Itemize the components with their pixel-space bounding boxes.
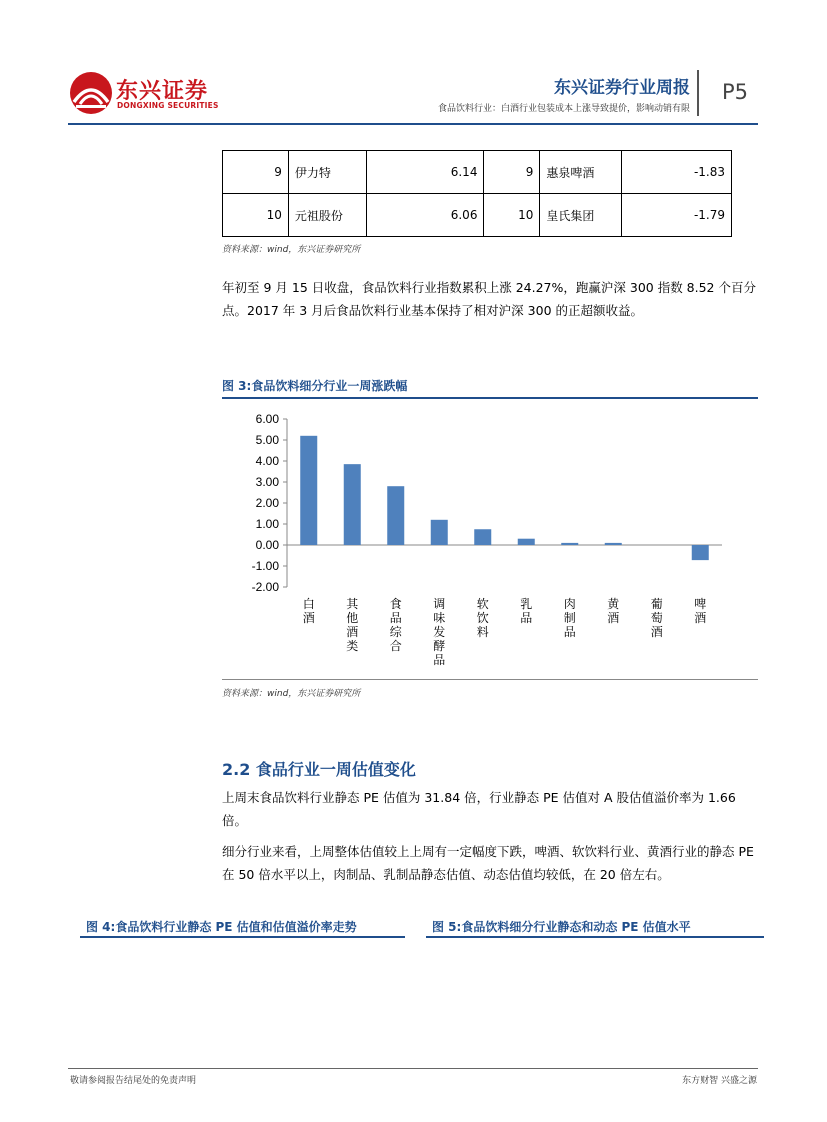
bar-10: [692, 545, 709, 560]
paragraph-subsector-valuation: 细分行业来看，上周整体估值较上上周有一定幅度下跌，啤酒、软饮料行业、黄酒行业的静态 PE 在 50 倍水平以上，肉制品、乳制品静态估值、动态估值均较低，在 20 倍左右。: [222, 844, 754, 882]
figure3-bar-chart: [222, 405, 758, 675]
paragraph-pe-valuation: 上周末食品饮料行业静态 PE 估值为 31.84 倍，行业静态 PE 估值对 A 股估值溢价率为 1.66 倍。: [222, 790, 736, 828]
y-tick-label: -1.00: [251, 559, 279, 573]
footer-disclaimer: 敬请参阅报告结尾处的免责声明: [70, 1076, 197, 1086]
x-category-label: 食品综合: [389, 597, 402, 653]
x-category-label: 葡萄酒: [650, 597, 663, 639]
footer-slogan: 东方财智 兴盛之源: [682, 1076, 757, 1086]
table-cell: 9: [484, 151, 540, 194]
logo-english-name: DONGXING SECURITIES: [117, 101, 219, 110]
table-cell: 10: [223, 194, 289, 237]
x-category-label: 软饮料: [476, 597, 489, 639]
figure3-top-rule: [222, 397, 758, 399]
bar-3: [387, 486, 404, 545]
footer-rule: [68, 1068, 758, 1069]
bar-4: [431, 520, 448, 545]
page-number: P5: [722, 80, 749, 104]
bar-1: [300, 436, 317, 545]
x-category-label: 肉制品: [563, 597, 576, 639]
figure3-bottom-rule: [222, 679, 758, 680]
ranking-table: [222, 150, 732, 237]
figure4-rule: [80, 936, 405, 938]
table-cell: -1.83: [622, 151, 732, 194]
bar-6: [518, 539, 535, 545]
table-cell: 6.06: [366, 194, 484, 237]
table-cell: 皇氏集团: [540, 194, 622, 237]
y-tick-label: 5.00: [255, 433, 279, 447]
y-tick-label: 3.00: [255, 475, 279, 489]
table-cell: 10: [484, 194, 540, 237]
table-cell: 伊力特: [288, 151, 366, 194]
y-tick-label: 6.00: [255, 412, 279, 426]
x-category-label: 白酒: [302, 597, 315, 625]
figure5-rule: [426, 936, 764, 938]
table-cell: 9: [223, 151, 289, 194]
x-category-label: 其他酒类: [346, 597, 359, 653]
table-row: [223, 151, 732, 194]
y-tick-label: 1.00: [255, 517, 279, 531]
figure3-source-note: 资料来源：wind，东兴证券研究所: [222, 689, 361, 699]
company-logo-icon: [70, 72, 112, 114]
bar-8: [605, 543, 622, 545]
bar-2: [344, 464, 361, 545]
y-tick-label: -2.00: [251, 580, 279, 594]
report-subtitle: 食品饮料行业：白酒行业包装成本上涨导致提价，影响动销有限: [437, 104, 690, 114]
x-category-label: 调味发酵品: [433, 597, 446, 667]
report-title: 东兴证券行业周报: [554, 78, 690, 98]
header-divider: [697, 70, 699, 116]
table-cell: 惠泉啤酒: [540, 151, 622, 194]
table-cell: 元祖股份: [288, 194, 366, 237]
x-category-label: 黄酒: [607, 597, 620, 625]
table-row: [223, 194, 732, 237]
bar-5: [474, 529, 491, 545]
figure3-title: 图 3:食品饮料细分行业一周涨跌幅: [222, 379, 408, 393]
logo-chinese-name: 东兴证券: [116, 79, 209, 104]
paragraph-ytd-performance: 年初至 9 月 15 日收盘，食品饮料行业指数累积上涨 24.27%，跑赢沪深 300 指数 8.52 个百分点。2017 年 3 月后食品饮料行业基本保持了相对沪深 300 的正超额收益。: [222, 280, 756, 318]
bar-7: [561, 543, 578, 545]
table-source-note: 资料来源：wind，东兴证券研究所: [222, 245, 361, 255]
y-tick-label: 4.00: [255, 454, 279, 468]
x-category-label: 乳品: [520, 597, 533, 625]
table-cell: 6.14: [366, 151, 484, 194]
figure4-title: 图 4:食品饮料行业静态 PE 估值和估值溢价率走势: [86, 920, 357, 934]
table-cell: -1.79: [622, 194, 732, 237]
header-rule: [68, 123, 758, 125]
y-tick-label: 2.00: [255, 496, 279, 510]
figure5-title: 图 5:食品饮料细分行业静态和动态 PE 估值水平: [432, 920, 691, 934]
section-2-2-title: 2.2 食品行业一周估值变化: [222, 760, 416, 779]
x-category-label: 啤酒: [694, 597, 707, 625]
y-tick-label: 0.00: [255, 538, 279, 552]
